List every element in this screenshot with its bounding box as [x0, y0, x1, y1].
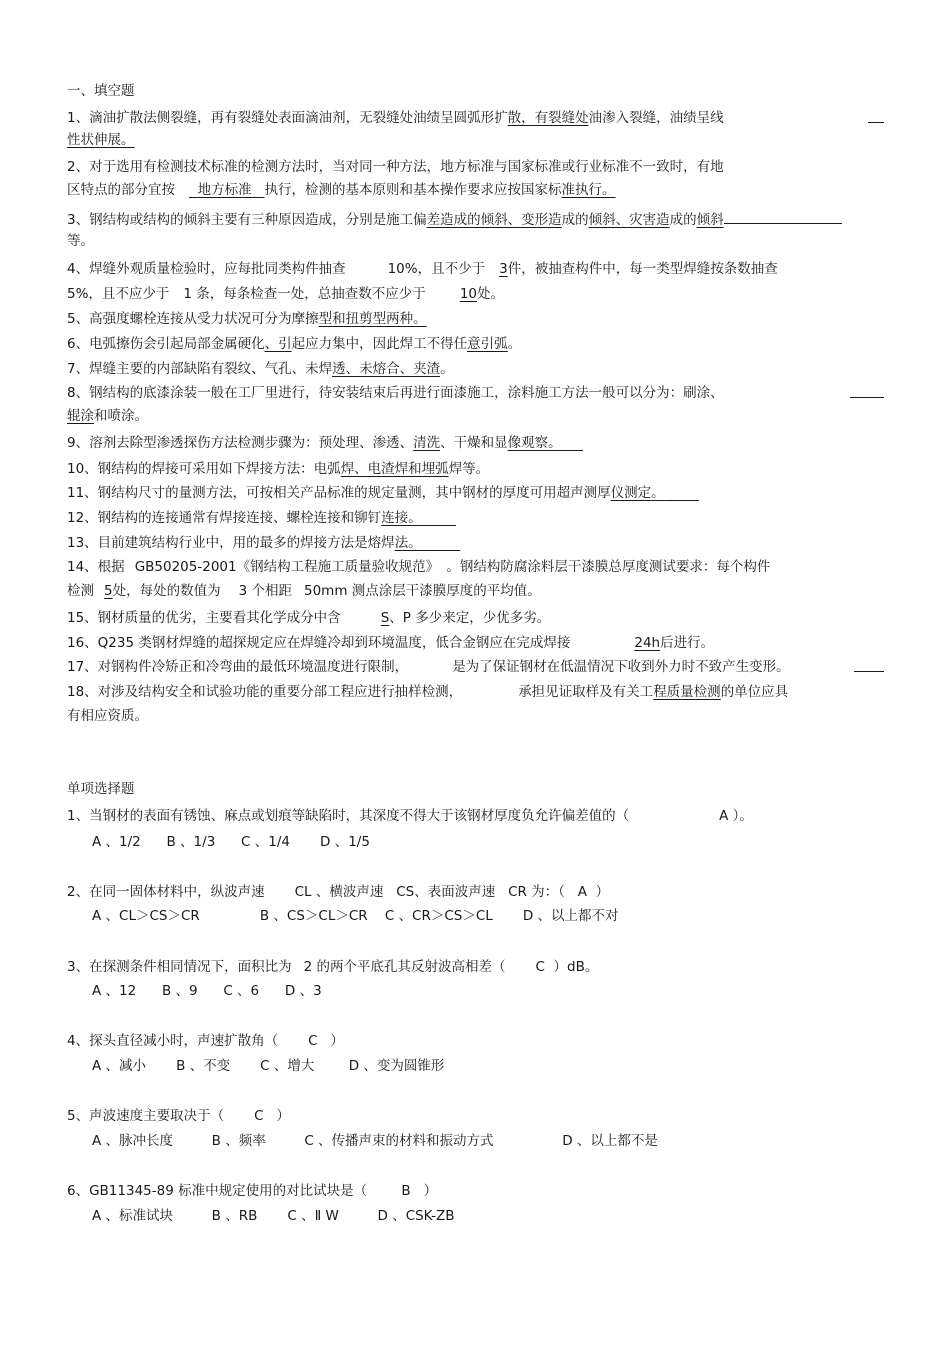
choice-question-6-options: A 、标准试块 B 、RB C 、Ⅱ W D 、CSK-ZB: [92, 1208, 455, 1224]
choice-question-1: 1、当钢材的表面有锈蚀、麻点或划痕等缺陷时，其深度不得大于该钢材厚度负允许偏差值的（ A ）。: [67, 808, 753, 824]
fill-question-13: 13、目前建筑结构行业中，用的最多的焊接方法是熔焊法。: [67, 535, 422, 551]
fill-question-4-cont: 5%，且不应少于 1 条，每条检查一处，总抽查数不应少于 10处。: [67, 286, 504, 302]
choice-question-5-options: A 、脉冲长度 B 、频率 C 、传播声束的材料和振动方式 D 、以上都不是: [92, 1133, 658, 1149]
fill-question-3-cont: 等。: [67, 233, 94, 249]
answer-blank: [850, 384, 884, 398]
fill-question-14-cont: 检测 5处，每处的数值为 3 个相距 50mm 测点涂层干漆膜厚度的平均值。: [67, 583, 541, 599]
answer-blank: [854, 658, 884, 672]
choice-question-2: 2、在同一固体材料中，纵波声速 CL 、横波声速 CS、表面波声速 CR 为：（ A ）: [67, 884, 610, 900]
fill-question-3: 3、钢结构或结构的倾斜主要有三种原因造成，分别是施工偏差造成的倾斜、变形造成的倾斜、灾害造成的倾斜: [67, 210, 884, 229]
section-title-fill-blank: 一、填空题: [67, 83, 135, 99]
choice-question-6: 6、GB11345-89 标准中规定使用的对比试块是（ B ）: [67, 1183, 438, 1199]
choice-question-5: 5、声波速度主要取决于（ C ）: [67, 1108, 290, 1124]
fill-question-5: 5、高强度螺栓连接从受力状况可分为摩擦型和扭剪型两种。: [67, 311, 427, 327]
fill-question-17: 17、对钢构件冷矫正和冷弯曲的最低环境温度进行限制， 是为了保证钢材在低温情况下收到外力时不致产生变形。: [67, 658, 884, 676]
choice-question-4: 4、探头直径减小时，声速扩散角（ C ）: [67, 1033, 344, 1049]
fill-question-11: 11、钢结构尺寸的量测方法，可按相关产品标准的规定量测，其中钢材的厚度可用超声测厚仪测定。: [67, 485, 665, 501]
fill-question-18-cont: 有相应资质。: [67, 708, 148, 724]
fill-question-15: 15、钢材质量的优劣，主要看其化学成分中含 S、P 多少来定，少优多劣。: [67, 610, 551, 626]
fill-question-9: 9、溶剂去除型渗透探伤方法检测步骤为：预处理、渗透、清洗、干燥和显像观察。: [67, 435, 562, 451]
fill-question-12: 12、钢结构的连接通常有焊接连接、螺栓连接和铆钉连接。: [67, 510, 422, 526]
choice-question-3-options: A 、12 B 、9 C 、6 D 、3: [92, 983, 322, 999]
fill-question-1-cont: 性状伸展。: [67, 132, 135, 148]
answer-blank: [724, 210, 842, 224]
answer-blank: [868, 109, 884, 123]
choice-question-4-options: A 、减小 B 、不变 C 、增大 D 、变为圆锥形: [92, 1058, 445, 1074]
fill-question-7: 7、焊缝主要的内部缺陷有裂纹、气孔、未焊透、未熔合、夹渣。: [67, 361, 454, 377]
fill-question-2: 2、对于选用有检测技术标准的检测方法时，当对同一种方法，地方标准与国家标准或行业标准不一致时，有地: [67, 159, 724, 175]
fill-question-6: 6、电弧擦伤会引起局部金属硬化、引起应力集中，因此焊工不得任意引弧。: [67, 336, 522, 352]
fill-question-14: 14、根据 GB50205-2001《钢结构工程施工质量验收规范》 。钢结构防腐涂料层干漆膜总厚度测试要求：每个构件: [67, 559, 771, 575]
fill-question-2-cont: 区特点的部分宜按 地方标准 执行，检测的基本原则和基本操作要求应按国家标准执行。: [67, 182, 616, 198]
fill-question-4: 4、焊缝外观质量检验时，应每批同类构件抽查 10%，且不少于 3件，被抽查构件中，每一类型焊缝按条数抽查: [67, 261, 778, 277]
fill-question-8-cont: 辊涂和喷涂。: [67, 408, 148, 424]
fill-question-16: 16、Q235 类钢材焊缝的超探规定应在焊缝冷却到环境温度，低合金钢应在完成焊接 24h后进行。: [67, 635, 715, 651]
choice-question-1-options: A 、1/2 B 、1/3 C 、1/4 D 、1/5: [92, 834, 370, 850]
fill-question-1: 1、滴油扩散法侧裂缝，再有裂缝处表面滴油剂，无裂缝处油绩呈圆弧形扩散，有裂缝处油渗入裂缝，油绩呈线: [67, 109, 884, 127]
choice-question-2-options: A 、CL＞CS＞CR B 、CS＞CL＞CR C 、CR＞CS＞CL D 、以上都不对: [92, 908, 619, 924]
choice-question-3: 3、在探测条件相同情况下，面积比为 2 的两个平底孔其反射波高相差（ C ）dB。: [67, 959, 599, 975]
fill-question-18: 18、对涉及结构安全和试验功能的重要分部工程应进行抽样检测， 承担见证取样及有关工程质量检测的单位应具: [67, 684, 789, 700]
section-title-single-choice: 单项选择题: [67, 781, 135, 797]
fill-question-8: 8、钢结构的底漆涂装一般在工厂里进行，待安装结束后再进行面漆施工，涂料施工方法一般可以分为：刷涂、: [67, 384, 884, 402]
fill-question-10: 10、钢结构的焊接可采用如下焊接方法：电弧焊、电渣焊和埋弧焊等。: [67, 461, 490, 477]
